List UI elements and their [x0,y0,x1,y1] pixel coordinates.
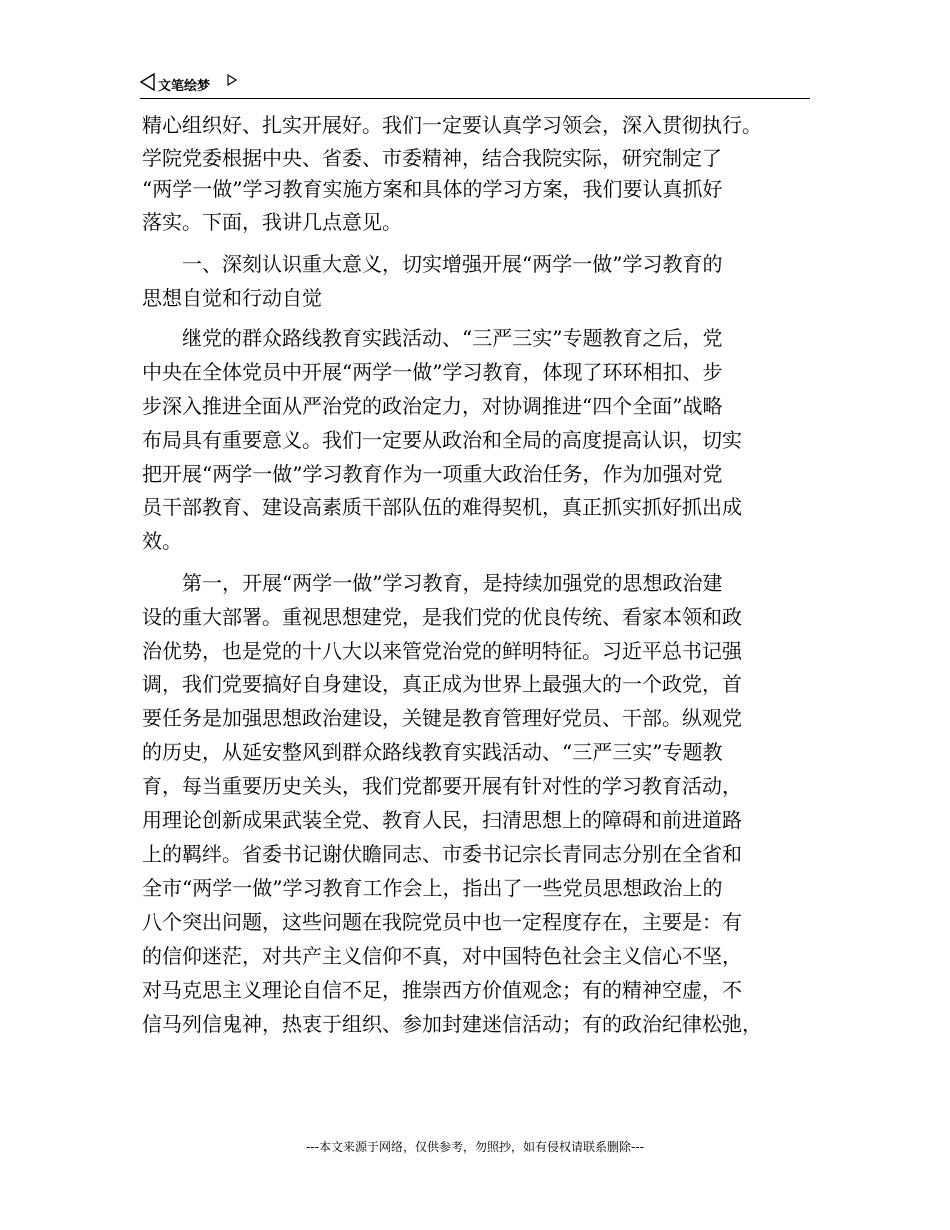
text-line: 布局具有重要意义。我们一定要从政治和全局的高度提高认识，切实 [142,428,742,452]
text-line: 信马列信鬼神，热衷于组织、参加封建迷信活动；有的政治纪律松弛， [142,1012,762,1036]
text-line: 上的羁绊。省委书记谢伏瞻同志、市委书记宗长青同志分别在全省和 [142,842,742,866]
text-line: 继党的群众路线教育实践活动、“三严三实”专题教育之后，党 [142,326,723,350]
triangle-left-icon [140,73,156,91]
text-line: 效。 [142,529,182,553]
text-line: 调，我们党要搞好自身建设，真正成为世界上最强大的一个政党，首 [142,672,742,696]
text-line: 治优势，也是党的十八大以来管党治党的鲜明特征。习近平总书记强 [142,639,742,663]
brand-name: 文笔绘梦 [158,79,211,94]
text-line: 的信仰迷茫，对共产主义信仰不真，对中国特色社会主义信心不坚， [142,944,742,968]
text-line: 步深入推进全面从严治党的政治定力，对协调推进“四个全面”战略 [142,394,723,418]
text-line: 学院党委根据中央、省委、市委精神，结合我院实际，研究制定了 [142,146,722,170]
text-line: “两学一做”学习教育实施方案和具体的学习方案，我们要认真抓好 [142,177,723,201]
text-line: 全市“两学一做”学习教育工作会上，指出了一些党员思想政治上的 [142,876,723,900]
triangle-right-icon [227,74,237,86]
text-line: 中央在全体党员中开展“两学一做”学习教育，体现了环环相扣、步 [142,360,723,384]
footer-disclaimer: ---本文来源于网络，仅供参考，勿照抄，如有侵权请联系删除--- [306,1140,644,1154]
text-line: 的历史，从延安整风到群众路线教育实践活动、“三严三实”专题教 [142,740,723,764]
text-line: 思想自觉和行动自觉 [142,286,322,310]
text-line: 第一，开展“两学一做”学习教育，是持续加强党的思想政治建 [142,571,723,595]
text-line: 员干部教育、建设高素质干部队伍的难得契机，真正抓实抓好抓出成 [142,495,742,519]
text-line: 设的重大部署。重视思想建党，是我们党的优良传统、看家本领和政 [142,605,742,629]
text-line: 对马克思主义理论自信不足，推崇西方价值观念；有的精神空虚，不 [142,978,742,1002]
text-line: 用理论创新成果武装全党、教育人民，扫清思想上的障碍和前进道路 [142,808,742,832]
text-line: 把开展“两学一做”学习教育作为一项重大政治任务，作为加强对党 [142,462,723,486]
text-line: 育，每当重要历史关头，我们党都要开展有针对性的学习教育活动， [142,774,742,798]
text-line: 落实。下面，我讲几点意见。 [142,210,402,234]
text-line: 精心组织好、扎实开展好。我们一定要认真学习领会，深入贯彻执行。 [142,113,762,137]
text-line: 要任务是加强思想政治建设，关键是教育管理好党员、干部。纵观党 [142,706,742,730]
text-line: 一、深刻认识重大意义，切实增强开展“两学一做”学习教育的 [142,252,723,276]
text-line: 八个突出问题，这些问题在我院党员中也一定程度存在，主要是：有 [142,910,742,934]
page-header [140,72,810,99]
